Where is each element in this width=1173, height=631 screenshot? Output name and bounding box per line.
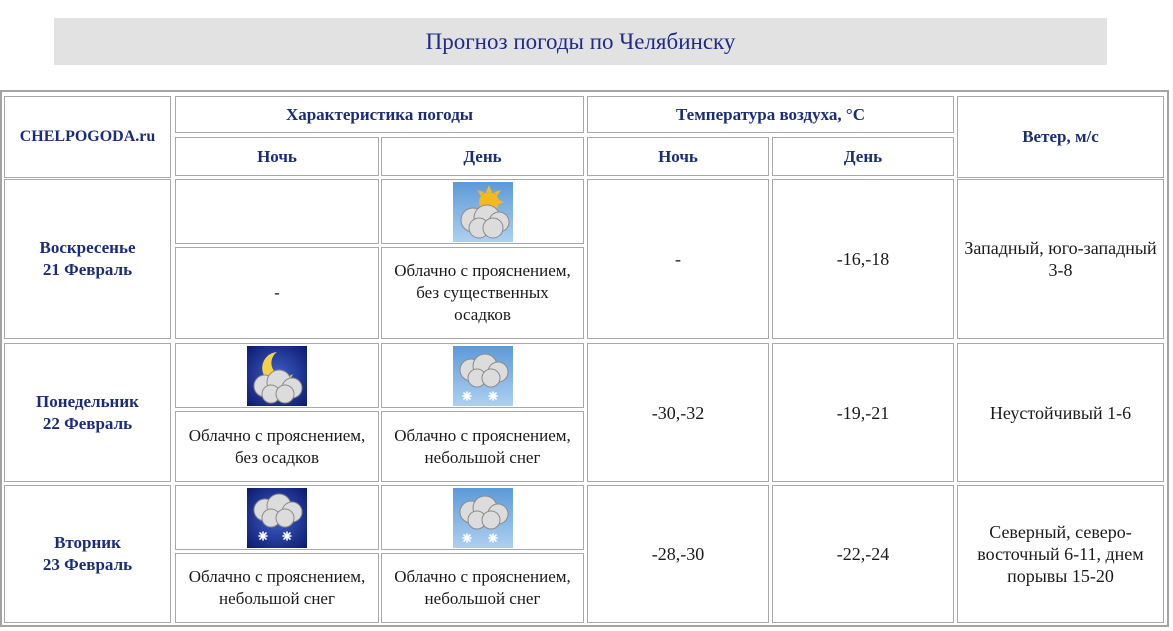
night-condition: Облачно с прояснением, небольшой снег [175,553,379,623]
day-label [4,485,171,623]
wind: Северный, северо-восточный 6-11, днем порывы 15-20 [957,485,1164,623]
cloudy-snow-icon [453,346,513,406]
day-condition: Облачно с прояснением, без существенных осадков [381,247,584,339]
day-condition: Облачно с прояснением, небольшой снег [381,411,584,482]
header-weather-day: День [381,137,584,176]
temp-day: -22,-24 [772,485,954,623]
weekday: Воскресенье [39,238,136,257]
night-cloudy-snow-icon [247,488,307,548]
partly-cloudy-sun-icon [453,182,513,242]
header-temp-day: День [772,137,954,176]
header-weather: Характеристика погоды [175,96,584,133]
weekday: Вторник [54,533,121,552]
header-weather-night: Ночь [175,137,379,176]
temp-night: -30,-32 [587,343,769,482]
day-icon-cell [381,179,584,244]
wind: Неустойчивый 1-6 [957,343,1164,482]
night-icon-cell [175,485,379,550]
day-icon-cell [381,343,584,408]
temp-night: - [587,179,769,339]
header-temperature: Температура воздуха, °С [587,96,954,133]
forecast-table [0,90,1169,627]
night-icon-cell [175,343,379,408]
day-icon-cell [381,485,584,550]
date: 22 Февраль [42,413,133,433]
night-condition: - [175,247,379,339]
header-wind: Ветер, м/с [957,96,1164,178]
date: 21 Февраль [42,260,133,279]
weekday: Понедельник [36,391,139,411]
brand-label: CHELPOGODA.ru [4,96,171,178]
night-condition: Облачно с прояснением, без осадков [175,411,379,482]
cloudy-moon-icon [247,346,307,406]
page-title: Прогноз погоды по Челябинску [54,18,1107,65]
date: 23 Февраль [42,555,133,574]
day-label [4,179,171,339]
cloudy-snow-icon [453,488,513,548]
header-temp-night: Ночь [587,137,769,176]
temp-night: -28,-30 [587,485,769,623]
day-condition: Облачно с прояснением, небольшой снег [381,553,584,623]
temp-day: -16,-18 [772,179,954,339]
temp-day: -19,-21 [772,343,954,482]
day-label [4,343,171,482]
night-icon-cell [175,179,379,244]
wind: Западный, юго-западный 3-8 [957,179,1164,339]
